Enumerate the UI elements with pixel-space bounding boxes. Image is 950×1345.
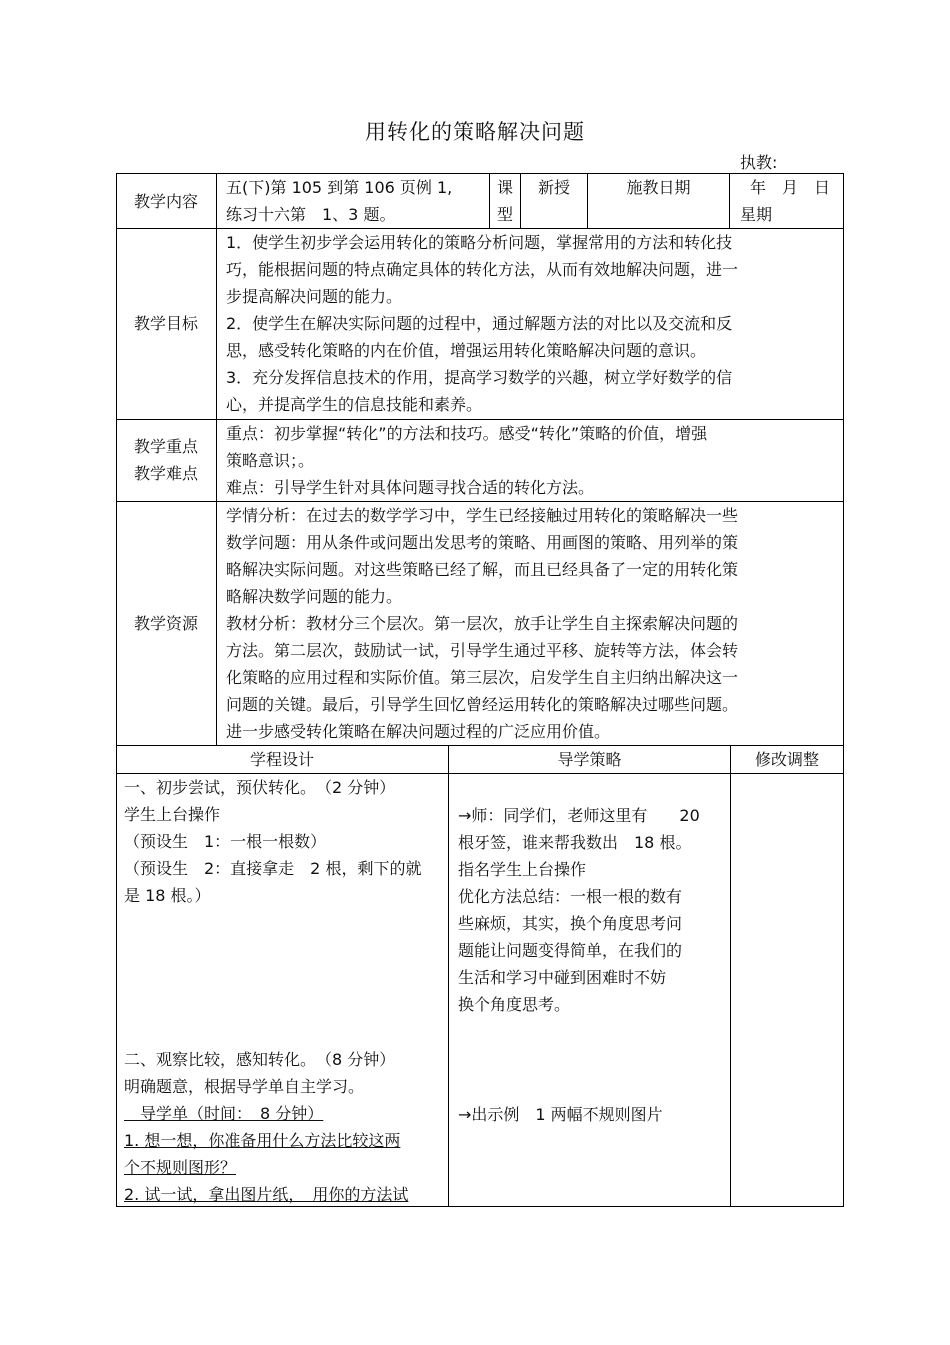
row-label-key-points — [116, 433, 216, 487]
resource-line: 化策略的应用过程和实际价值。第三层次，启发学生自主归纳出解决这一 — [226, 668, 739, 687]
worksheet-line: 个不规则图形？ — [124, 1158, 237, 1177]
design-line: （预设生 2：直接拿走 2 根，剩下的就 — [124, 859, 422, 878]
design-line: 是 18 根。） — [124, 886, 211, 905]
strategy-line: 换个角度思考。 — [458, 995, 571, 1014]
column-divider — [448, 745, 449, 1207]
resource-line: 问题的关键。最后，引导学生回忆曾经运用转化的策略解决过哪些问题。 — [226, 695, 739, 714]
design-line: （预设生 1：一根一根数） — [124, 832, 327, 851]
key-point-line: 策略意识；。 — [226, 451, 315, 470]
resource-line: 进一步感受转化策略在解决问题过程的广泛应用价值。 — [226, 722, 611, 741]
table-border-right — [843, 173, 844, 1207]
type-value: 新授 — [537, 178, 570, 197]
objective-line: 1．使学生初步学会运用转化的策略分析问题，掌握常用的方法和转化技 — [226, 233, 733, 252]
objective-line: 巧，能根据问题的特点确定具体的转化方法，从而有效地解决问题，进一 — [226, 260, 739, 279]
resource-line: 学情分析：在过去的数学学习中，学生已经接触过用转化的策略解决一些 — [226, 506, 739, 525]
strategy-line: 生活和学习中碰到困难时不妨 — [458, 968, 667, 987]
design-part-one — [124, 774, 446, 909]
row-label-objectives: 教学目标 — [133, 314, 198, 333]
date-value — [740, 174, 840, 228]
content-line: 练习十六第 1、3 题。 — [226, 205, 396, 224]
label-line: 教学重点 — [133, 437, 198, 456]
strategy-line: 些麻烦，其实，换个角度思考问 — [458, 914, 683, 933]
resource-line: 方法。第二层次，鼓励试一试，引导学生通过平移、旋转等方法，体会转 — [226, 641, 739, 660]
objective-line: 3．充分发挥信息技术的作用，提高学习数学的兴趣，树立学好数学的信 — [226, 368, 733, 387]
strategy-line: 指名学生上台操作 — [458, 860, 587, 879]
header-revise: 修改调整 — [754, 750, 819, 769]
column-divider — [729, 173, 730, 229]
column-divider — [730, 745, 731, 1207]
objective-line: 步提高解决问题的能力。 — [226, 287, 403, 306]
document-title: 用转化的策略解决问题 — [365, 120, 585, 144]
label-line: 教学难点 — [133, 464, 198, 483]
header-strategy: 导学策略 — [557, 750, 622, 769]
resource-line: 略解决实际问题。对这些策略已经了解，而且已经具备了一定的用转化策 — [226, 560, 739, 579]
resources-text — [226, 502, 841, 745]
column-divider — [216, 173, 217, 746]
objectives-text — [226, 229, 841, 418]
objective-line: 心，并提高学生的信息技能和素养。 — [226, 395, 483, 414]
date-label: 施教日期 — [626, 178, 691, 197]
type-label-line: 型 — [496, 205, 513, 224]
worksheet-line: 2. 试一试，拿出图片纸， 用你的方法试 — [124, 1185, 409, 1204]
key-point-line: 难点：引导学生针对具体问题寻找合适的转化方法。 — [226, 478, 595, 497]
content-line: 五(下)第 105 到第 106 页例 1, — [226, 178, 453, 197]
strategy-line: 根牙签，谁来帮我数出 18 根。 — [458, 833, 692, 852]
date-line: 年 月 日 — [750, 178, 831, 197]
design-line: 明确题意，根据导学单自主学习。 — [124, 1077, 365, 1096]
strategy-line: 优化方法总结：一根一根的数有 — [458, 887, 683, 906]
resource-line: 数学问题：用从条件或问题出发思考的策略、用画图的策略、用列举的策 — [226, 533, 739, 552]
type-label — [490, 174, 520, 228]
design-line: 二、观察比较，感知转化。 （8 分钟） — [124, 1050, 396, 1069]
strategy-line: 题能让问题变得简单，在我们的 — [458, 941, 683, 960]
key-point-line: 重点：初步掌握“转化”的方法和技巧。感受“转化”策略的价值，增强 — [226, 424, 708, 443]
design-part-two — [124, 1046, 446, 1208]
design-line: 一、初步尝试，预伏转化。 （2 分钟） — [124, 778, 396, 797]
row-label-resources: 教学资源 — [133, 614, 198, 633]
resource-line: 教材分析：教材分三个层次。第一层次，放手让学生自主探索解决问题的 — [226, 614, 739, 633]
header-design: 学程设计 — [249, 750, 314, 769]
weekday-line: 星期 — [740, 205, 773, 224]
teacher-label: 执教: — [740, 153, 778, 172]
design-line: 学生上台操作 — [124, 805, 221, 824]
strategy-part-one — [458, 802, 728, 1018]
objective-line: 思，感受转化策略的内在价值，增强运用转化策略解决问题的意识。 — [226, 341, 707, 360]
objective-line: 2．使学生在解决实际问题的过程中，通过解题方法的对比以及交流和反 — [226, 314, 733, 333]
worksheet-line: 1. 想一想，你准备用什么方法比较这两 — [124, 1131, 401, 1150]
content-description — [226, 174, 488, 228]
strategy-line: →师：同学们，老师这里有 20 — [458, 806, 700, 825]
key-points-text — [226, 420, 841, 501]
type-label-line: 课 — [496, 178, 513, 197]
worksheet-line: 导学单（时间： 8 分钟） — [124, 1104, 324, 1123]
strategy-part-two: →出示例 1 两幅不规则图片 — [458, 1105, 663, 1124]
resource-line: 略解决数学问题的能力。 — [226, 587, 403, 606]
row-label-content: 教学内容 — [133, 192, 198, 211]
